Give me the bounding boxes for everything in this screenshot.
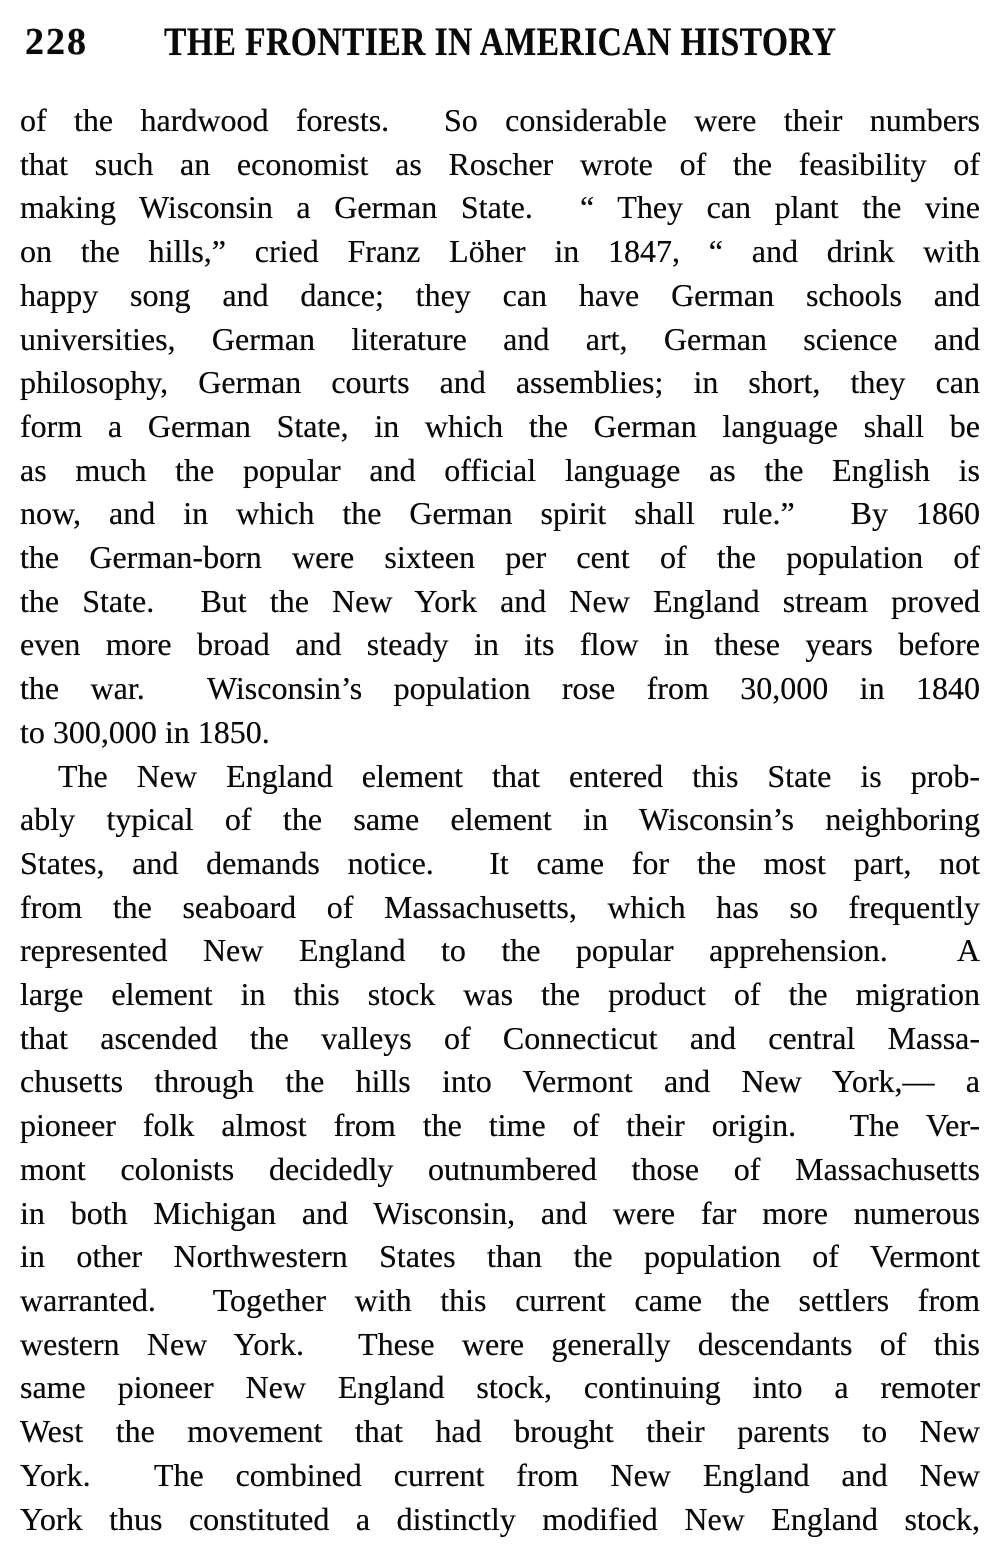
body-text	[20, 99, 980, 1541]
text-line: that ascended the valleys of Connecticut and central Massa-	[20, 1019, 980, 1056]
text-line: western New York. These were generally descendants of this	[20, 1325, 980, 1362]
text-line: philosophy, German courts and assemblies; in short, they can	[20, 364, 980, 401]
text-line: of the hardwood forests. So considerable were their numbers	[20, 102, 980, 138]
text-line: pioneer folk almost from the time of their origin. The Ver-	[20, 1107, 980, 1144]
page-number: 228	[25, 21, 88, 63]
paragraph-2	[20, 755, 980, 1542]
text-line: The New England element that entered this State is prob-	[58, 757, 980, 794]
text-line: even more broad and steady in its flow in these years before	[20, 626, 980, 663]
text-line: York thus constituted a distinctly modified New England stock,	[20, 1500, 980, 1537]
running-header	[20, 18, 980, 64]
text-line: on the hills,” cried Franz Löher in 1847, “ and drink with	[20, 233, 980, 270]
page-header-title: THE FRONTIER IN AMERICAN HISTORY	[163, 19, 837, 64]
paragraph-1	[20, 99, 980, 755]
text-line: making Wisconsin a German State. “ They can plant the vine	[20, 189, 980, 226]
text-line: States, and demands notice. It came for the most part, not	[20, 844, 980, 881]
text-line: ably typical of the same element in Wisconsin’s neighboring	[20, 801, 980, 838]
text-line: chusetts through the hills into Vermont and New York,— a	[20, 1063, 980, 1100]
text-line: West the movement that had brought their parents to New	[20, 1413, 980, 1450]
text-line: form a German State, in which the German language shall be	[20, 407, 980, 444]
header-title-wrap	[20, 18, 980, 65]
text-line: that such an economist as Roscher wrote of the feasibility of	[20, 145, 980, 182]
text-line: mont colonists decidedly outnumbered those of Massachusetts	[20, 1150, 980, 1187]
text-line: the German-born were sixteen per cent of the population of	[20, 539, 980, 576]
text-line: the State. But the New York and New England stream proved	[20, 582, 980, 619]
text-line: happy song and dance; they can have German schools and	[20, 276, 980, 313]
text-line: in both Michigan and Wisconsin, and were far more numerous	[20, 1194, 980, 1231]
text-line: now, and in which the German spirit shall rule.” By 1860	[20, 495, 980, 532]
text-line: warranted. Together with this current came the settlers from	[20, 1281, 980, 1318]
text-line: same pioneer New England stock, continuing into a remoter	[20, 1369, 980, 1406]
text-line: as much the popular and official language as the English is	[20, 451, 980, 488]
text-line: universities, German literature and art, German science and	[20, 320, 980, 357]
text-line: large element in this stock was the product of the migration	[20, 976, 980, 1013]
text-line: to 300,000 in 1850.	[20, 713, 270, 750]
text-line: from the seaboard of Massachusetts, which has so frequently	[20, 888, 980, 925]
text-line: the war. Wisconsin’s population rose from 30,000 in 1840	[20, 670, 980, 707]
text-line: represented New England to the popular apprehension. A	[20, 932, 980, 969]
text-line: York. The combined current from New England and New	[20, 1456, 980, 1493]
text-line: in other Northwestern States than the population of Vermont	[20, 1238, 980, 1275]
